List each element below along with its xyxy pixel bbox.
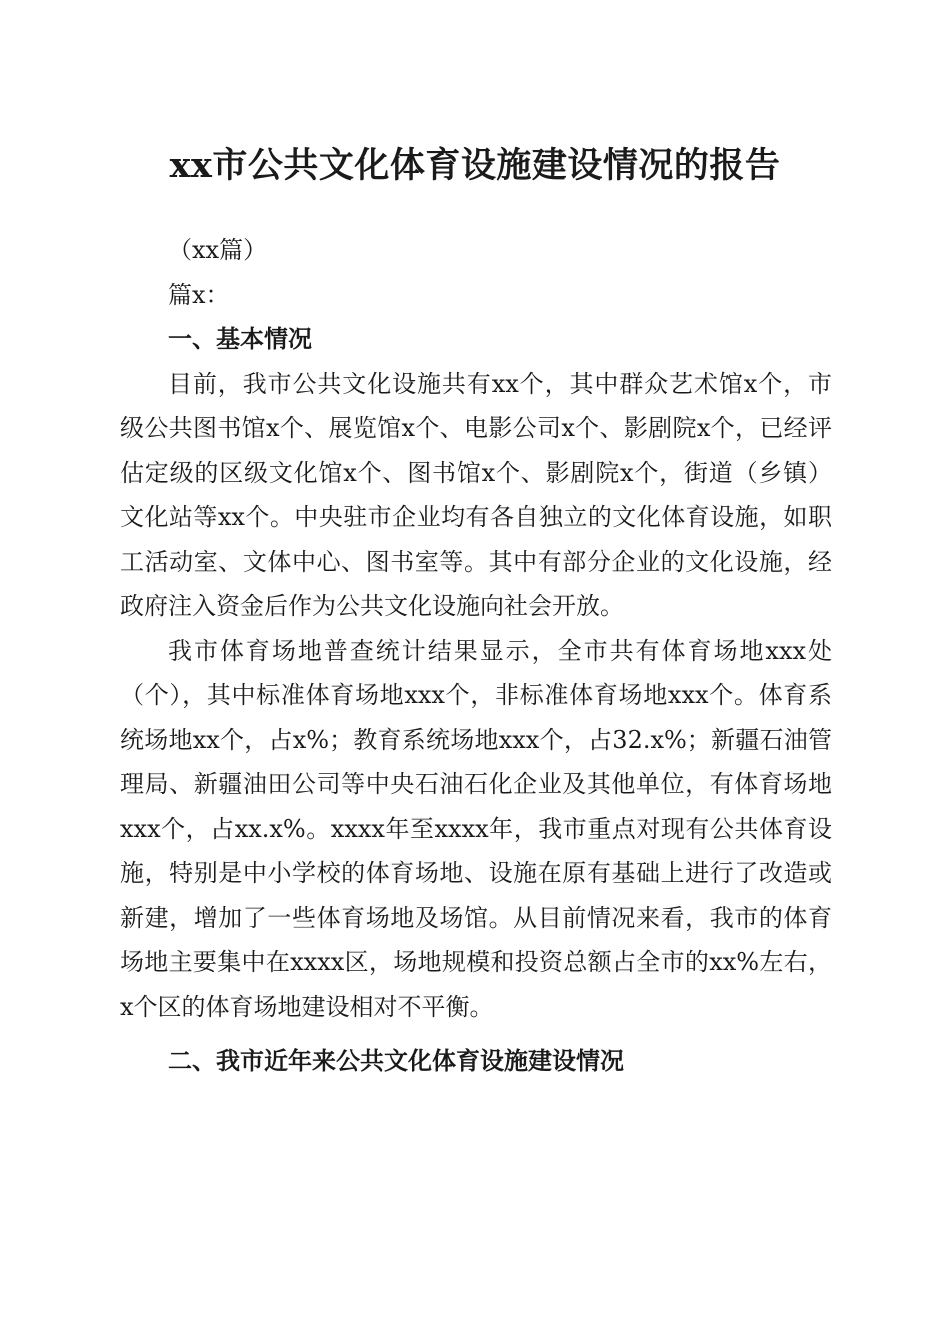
document-title: xx市公共文化体育设施建设情况的报告	[169, 145, 781, 186]
part-label: 篇x：	[168, 280, 230, 309]
paragraph-sports-venues: 我市体育场地普查统计结果显示，全市共有体育场地xxx处（个），其中标准体育场地xxx个，非标准体育场地xxx个。体育系统场地xx个，占x%；教育系统场地xxx个，占32.x%；新疆石油管理局、新疆油田公司等中央石油石化企业及其他单位，有体育场地xxx个，占xx.x%。xxxx年至xxxx年，我市重点对现有公共体育设施，特别是中小学校的体育场地、设施在原有基础上进行了改造或新建，增加了一些体育场地及场馆。从目前情况来看，我市的体育场地主要集中在xxxx区，场地规模和投资总额占全市的xx%左右，x个区的体育场地建设相对不平衡。	[120, 636, 832, 1021]
paragraph-cultural-facilities: 目前，我市公共文化设施共有xx个，其中群众艺术馆x个，市级公共图书馆x个、展览馆x个、电影公司x个、影剧院x个，已经评估定级的区级文化馆x个、图书馆x个、影剧院x个，街道（乡镇）文化站等xx个。中央驻市企业均有各自独立的文化体育设施，如职工活动室、文体中心、图书室等。其中有部分企业的文化设施，经政府注入资金后作为公共文化设施向社会开放。	[120, 369, 832, 620]
document-subtitle: （xx篇）	[168, 236, 268, 264]
document-body	[120, 228, 832, 1084]
section-heading-basic: 一、基本情况	[168, 325, 312, 353]
section-heading-construction: 二、我市近年来公共文化体育设施建设情况	[168, 1047, 624, 1075]
